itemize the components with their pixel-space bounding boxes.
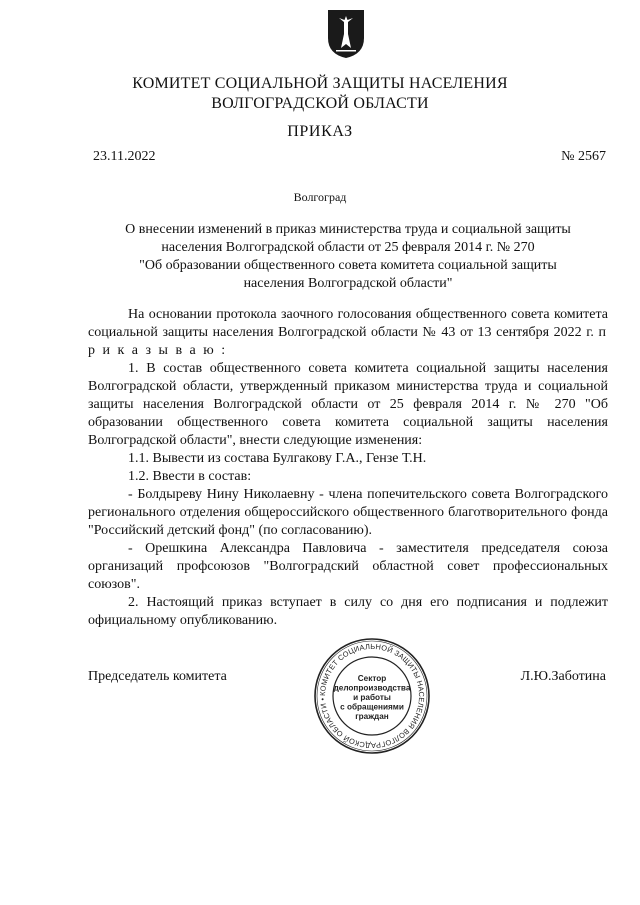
volgograd-emblem-icon [326,8,366,60]
order-word: п р и к а з ы в а ю : [88,325,608,358]
paragraph-member-2: - Орешкина Александра Павловича - заместителя председателя союза организаций профсоюзов "Волгоградский областной совет профессиональных союзов". [88,541,608,592]
document-subject [100,221,596,293]
signature-position: Председатель комитета [88,669,227,684]
subject-line: О внесении изменений в приказ министерства труда и социальной защиты [125,222,571,237]
official-stamp [313,637,431,755]
org-name-line1: КОМИТЕТ СОЦИАЛЬНОЙ ЗАЩИТЫ НАСЕЛЕНИЯ [132,75,508,92]
stamp-center-line: делопроизводства [333,683,411,693]
paragraph-item-1-2: 1.2. Ввести в состав: [128,469,252,484]
stamp-center-line: Сектор [357,674,387,683]
stamp-center-line: граждан [355,712,389,721]
paragraph-item-1: 1. В состав общественного совета комитета социальной защиты населения Волгоградской области, утвержденный приказом министерства труда и социальной защиты населения Волгоградской области от 25 февраля 2014 г. № 270 "Об образовании общественного совета комитета социальной защиты населения Волгоградской области", внести следующие изменения: [88,361,608,448]
org-name-line2: ВОЛГОГРАДСКОЙ ОБЛАСТИ [211,95,429,112]
paragraph-item-2: 2. Настоящий приказ вступает в силу со дня его подписания и подлежит официальному опубликованию. [88,595,608,628]
stamp-center-line: и работы [353,693,391,702]
stamp-center-line: с обращениями [340,702,404,712]
document-city: Волгоград [293,190,347,204]
paragraph-item-1-1: 1.1. Вывести из состава Булгакову Г.А., Гензе Т.Н. [128,451,427,466]
document-type: ПРИКАЗ [287,123,353,140]
subject-line: населения Волгоградской области" [243,276,453,291]
stamp-ring-text: КОМИТЕТ СОЦИАЛЬНОЙ ЗАЩИТЫ НАСЕЛЕНИЯ ВОЛГОГРАДСКОЙ ОБЛАСТИ • [317,641,427,751]
subject-line: "Об образовании общественного совета комитета социальной защиты [139,258,557,273]
signature-name: Л.Ю.Заботина [520,669,606,684]
subject-line: населения Волгоградской области от 25 февраля 2014 г. № 270 [161,240,535,255]
paragraph-intro [88,306,608,360]
paragraph-member-1: - Болдыреву Нину Николаевну - члена попечительского совета Волгоградского регионального отделения общероссийского общественного благотворительного фонда "Российский детский фонд" (по согласованию). [88,487,608,538]
document-number: № 2567 [561,149,606,164]
document-body [88,306,608,630]
intro-text: На основании протокола заочного голосования общественного совета комитета социальной защиты населения Волгоградской области № 43 от 13 сентября 2022 г. [88,307,608,340]
document-date: 23.11.2022 [93,149,156,164]
